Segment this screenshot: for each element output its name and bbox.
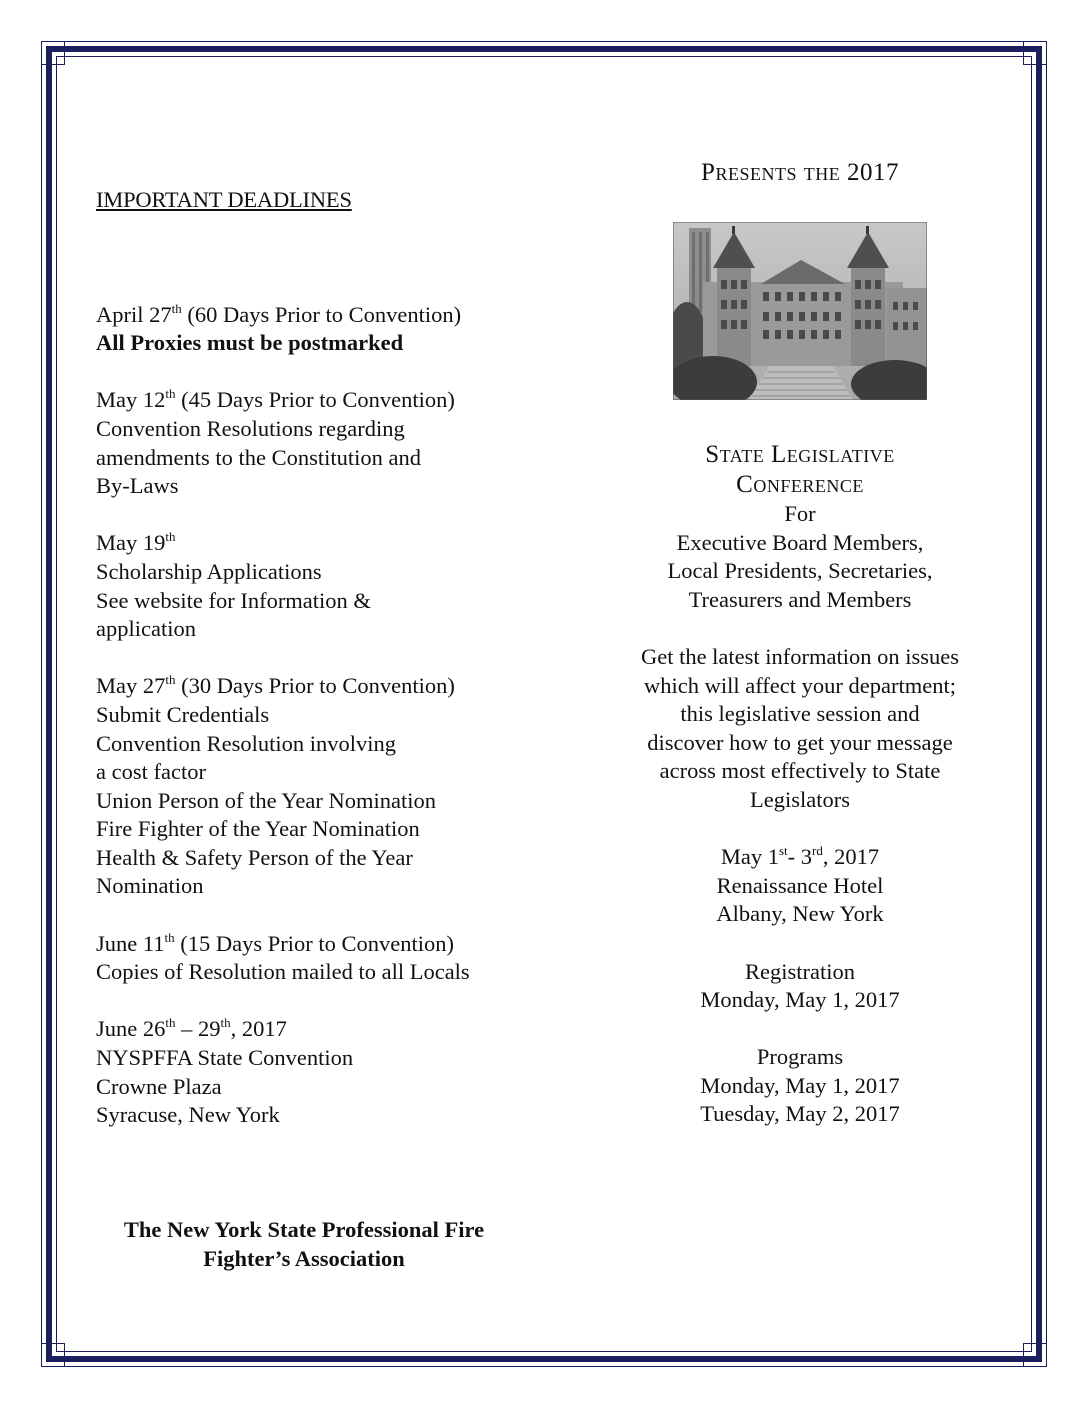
association-name: The New York State Professional Fire Fighter’s Association xyxy=(123,1217,485,1271)
deadline-line: Fire Fighter of the Year Nomination xyxy=(96,816,420,842)
deadline-line: Nomination xyxy=(96,873,204,899)
deadline-line: Copies of Resolution mailed to all Locals xyxy=(96,959,470,985)
deadline-line: By-Laws xyxy=(96,473,179,499)
deadline-line: Convention Resolutions regarding xyxy=(96,415,405,441)
border-corner-top-left xyxy=(41,41,65,65)
registration-block: Registration Monday, May 1, 2017 xyxy=(700,958,900,1013)
deadline-line: amendments to the Constitution and xyxy=(96,444,421,470)
deadline-line: Scholarship Applications xyxy=(96,558,322,584)
capitol-building-photo xyxy=(673,222,927,400)
convention-line: NYSPFFA State Convention xyxy=(96,1045,354,1071)
deadline-may-19: May 19th Scholarship Applications See website for Information & application xyxy=(96,529,536,643)
deadlines-heading: IMPORTANT DEADLINES xyxy=(96,187,352,212)
deadline-line: Union Person of the Year Nomination xyxy=(96,787,436,813)
deadlines-column xyxy=(96,186,536,1158)
deadline-line: See website for Information & xyxy=(96,587,371,613)
deadline-june-11: June 11th (15 Days Prior to Convention) Copies of Resolution mailed to all Locals xyxy=(96,930,536,987)
programs-block: Programs Monday, May 1, 2017 Tuesday, May 2, 2017 xyxy=(700,1044,900,1127)
deadline-line: Health & Safety Person of the Year xyxy=(96,844,413,870)
deadline-april-27: April 27th (60 Days Prior to Convention) All Proxies must be postmarked xyxy=(96,301,536,358)
border-corner-bottom-left xyxy=(41,1343,65,1367)
presents-heading: Presents the 2017 xyxy=(701,159,899,186)
conference-dates-venue: May 1st- 3rd, 2017 Renaissance Hotel Albany, New York xyxy=(614,843,986,929)
conference-description: Get the latest information on issues which will affect your department; this legislative session and discover how to get your message across most effectively to State Legislators xyxy=(640,643,960,812)
border-corner-bottom-right xyxy=(1023,1343,1047,1367)
deadline-line: Submit Credentials xyxy=(96,701,270,727)
deadline-line: Convention Resolution involving xyxy=(96,730,397,756)
conference-title: State Legislative Conference xyxy=(705,441,895,498)
audience-block: For Executive Board Members, Local Presidents, Secretaries, Treasurers and Members xyxy=(667,501,933,612)
deadline-line: application xyxy=(96,616,196,642)
border-corner-top-right xyxy=(1023,41,1047,65)
deadline-may-12: May 12th (45 Days Prior to Convention) Convention Resolutions regarding amendments to the Constitution and By-Laws xyxy=(96,386,536,500)
convention-line: Crowne Plaza xyxy=(96,1073,222,1099)
conference-column xyxy=(614,158,986,1129)
convention-line: Syracuse, New York xyxy=(96,1102,280,1128)
conference-dates: May 1st- 3rd, 2017 xyxy=(720,843,880,870)
convention-info: June 26th – 29th, 2017 NYSPFFA State Convention Crowne Plaza Syracuse, New York xyxy=(96,1015,536,1129)
proxies-note: All Proxies must be postmarked xyxy=(96,330,404,356)
deadline-line: a cost factor xyxy=(96,759,206,785)
deadline-may-27: May 27th (30 Days Prior to Convention) Submit Credentials Convention Resolution involving a cost factor Union Person of the Year Nomination Fire Fighter of the Year Nomination Health & Safety Person of the Year Nomination xyxy=(96,672,536,901)
